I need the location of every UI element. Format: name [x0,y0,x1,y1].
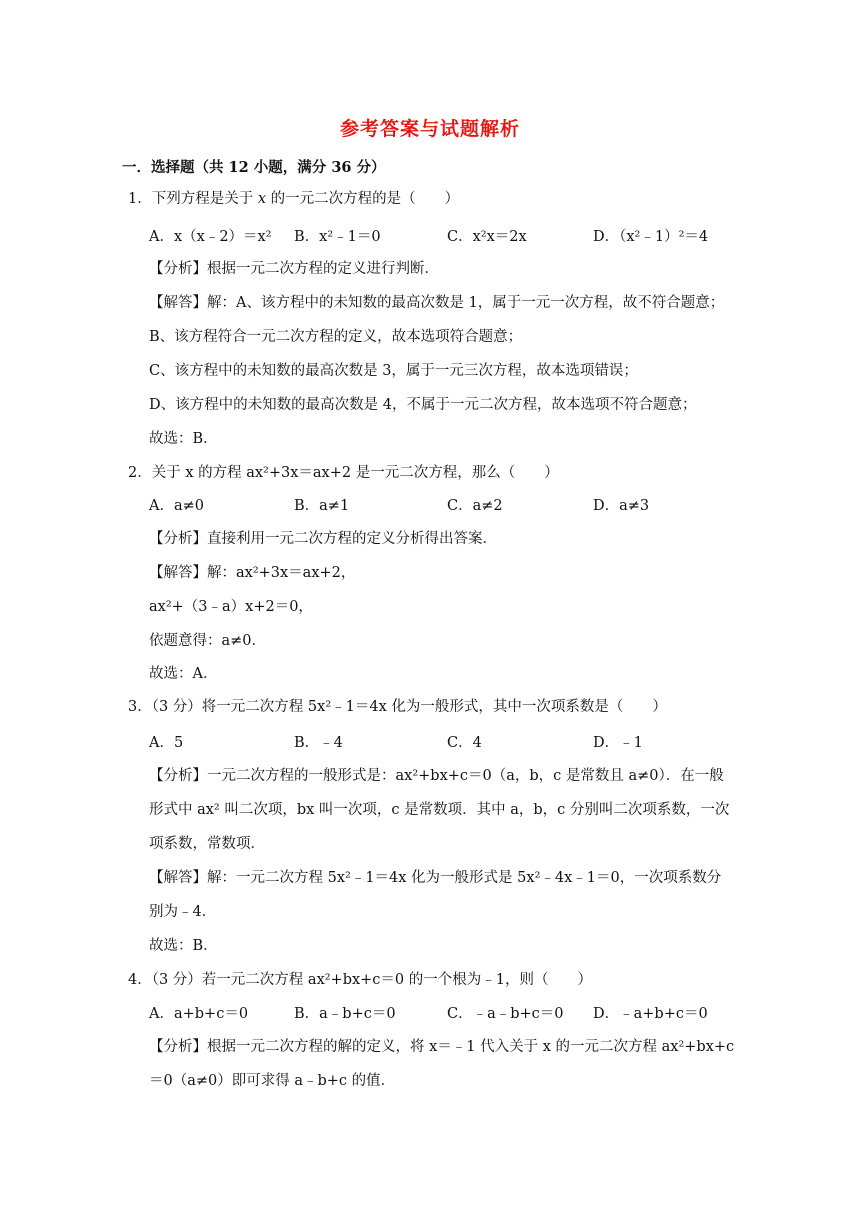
q2-option-d: D．a≠3 [593,498,650,514]
q2-choice: 故选：A． [149,666,218,682]
q3-solution-line-1: 【解答】解：一元二次方程 5x²﹣1＝4x 化为一般形式是 5x²﹣4x﹣1＝0，一次项系数分 [149,870,722,886]
q2-solution-line-2: ax²+（3﹣a）x+2＝0， [149,599,313,615]
q1-option-a: A．x（x﹣2）＝x² [149,229,272,245]
q1-solution-line-2: B、该方程符合一元二次方程的定义，故本选项符合题意； [149,329,523,345]
q1-solution-line-4: D、该方程中的未知数的最高次数是 4，不属于一元二次方程，故本选项不符合题意； [149,397,697,413]
q1-option-c: C．x²x＝2x [447,229,527,245]
q2-solution-line-1: 【解答】解：ax²+3x＝ax+2， [149,565,356,581]
q2-option-c: C．a≠2 [447,498,503,514]
q4-option-c: C．﹣a﹣b+c＝0 [447,1006,564,1022]
q3-option-a: A．5 [149,735,184,751]
q3-analysis-line-1: 【分析】一元二次方程的一般形式是：ax²+bx+c＝0（a，b，c 是常数且 a≠0）．在一般 [149,768,724,784]
q2-solution-line-3: 依题意得：a≠0． [149,633,267,649]
q1-analysis: 【分析】根据一元二次方程的定义进行判断． [149,261,439,277]
q3-analysis-line-3: 项系数，常数项． [149,836,265,852]
q4-option-a: A．a+b+c＝0 [149,1006,249,1022]
question-2-stem: 2．关于 x 的方程 ax²+3x＝ax+2 是一元二次方程，那么（ ） [128,465,559,481]
q2-option-b: B．a≠1 [294,498,350,514]
q4-option-b: B．a﹣b+c＝0 [294,1006,396,1022]
q3-solution-line-2: 别为﹣4． [149,904,217,920]
question-3-stem: 3．（3 分）将一元二次方程 5x²﹣1＝4x 化为一般形式，其中一次项系数是（ ） [128,699,667,715]
q1-option-d: D．（x²﹣1）²＝4 [593,229,709,245]
q3-choice: 故选：B． [149,938,218,954]
q1-option-b: B．x²﹣1＝0 [294,229,381,245]
q1-solution-line-3: C、该方程中的未知数的最高次数是 3，属于一元三次方程，故本选项错误； [149,363,638,379]
q3-option-d: D．﹣1 [593,735,643,751]
question-4-stem: 4．（3 分）若一元二次方程 ax²+bx+c＝0 的一个根为﹣1，则（ ） [128,972,592,988]
q3-option-b: B．﹣4 [294,735,343,751]
q1-choice: 故选：B． [149,431,218,447]
q2-option-a: A．a≠0 [149,498,204,514]
q3-analysis-line-2: 形式中 ax² 叫二次项，bx 叫一次项，c 是常数项．其中 a，b，c 分别叫二次项系数，一次 [149,802,730,818]
question-1-stem: 1．下列方程是关于 x 的一元二次方程的是（ ） [128,191,460,207]
q3-option-c: C．4 [447,735,482,751]
q4-option-d: D．﹣a+b+c＝0 [593,1006,708,1022]
page-title: 参考答案与试题解析 [339,118,520,140]
q4-analysis-line-2: ＝0（a≠0）即可求得 a﹣b+c 的值． [149,1073,396,1089]
q2-analysis: 【分析】直接利用一元二次方程的定义分析得出答案． [149,531,497,547]
q4-analysis-line-1: 【分析】根据一元二次方程的解的定义，将 x＝﹣1 代入关于 x 的一元二次方程 ax²+bx+c [149,1039,735,1055]
q1-solution-line-1: 【解答】解：A、该方程中的未知数的最高次数是 1，属于一元一次方程，故不符合题意； [149,295,725,311]
section-heading: 一．选择题（共 12 小题，满分 36 分） [122,159,386,176]
